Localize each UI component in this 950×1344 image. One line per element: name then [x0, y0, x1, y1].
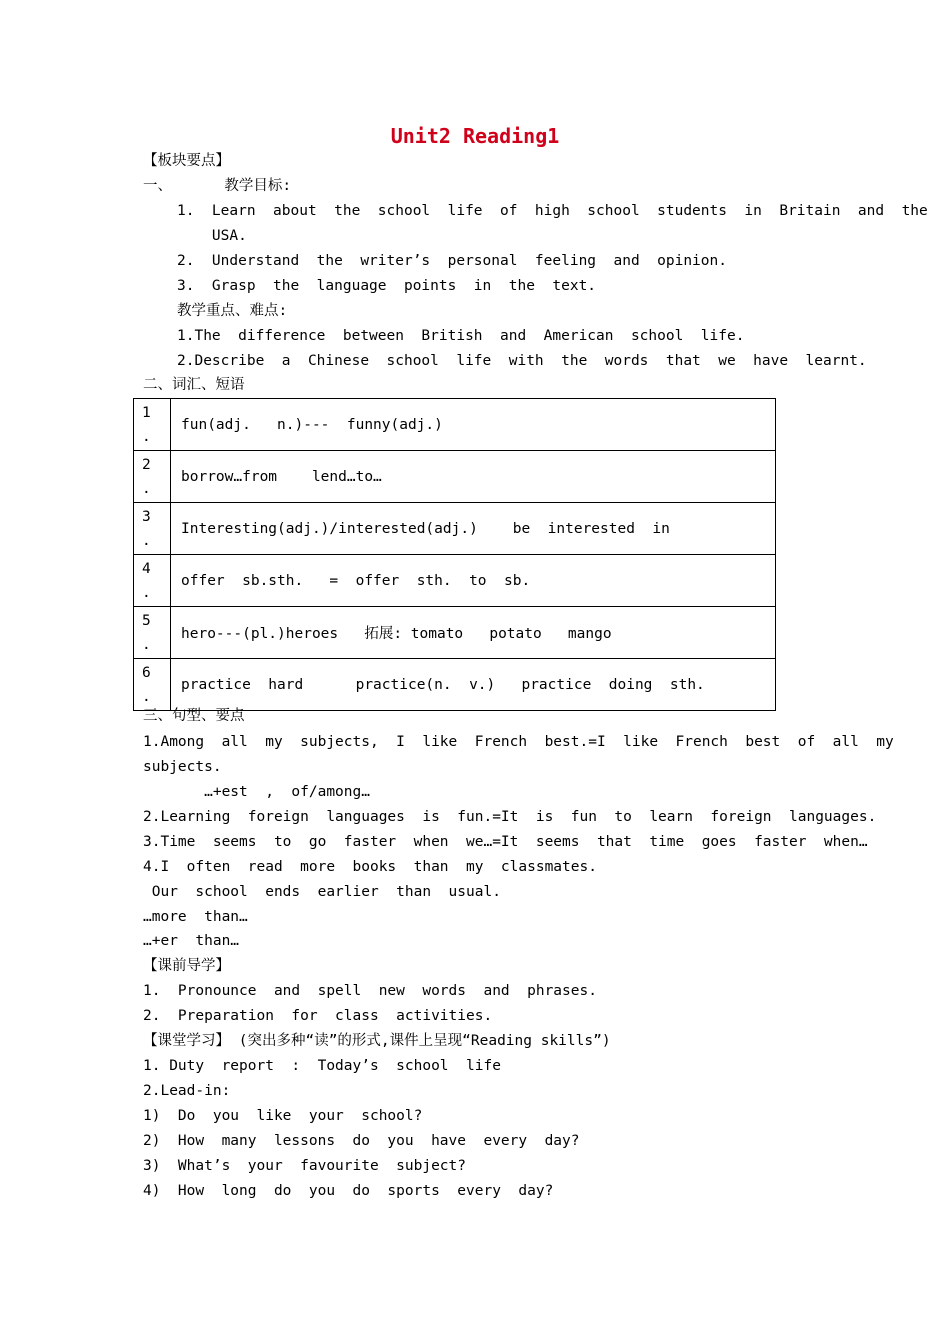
row-text: offer sb.sth. = offer sth. to sb.: [171, 555, 776, 607]
goal-item: USA.: [177, 228, 247, 244]
sentence-line: …+er than…: [143, 933, 240, 949]
goal-item: 2. Understand the writer’s personal feeling and opinion.: [177, 253, 727, 269]
focus-item: 2.Describe a Chinese school life with the words that we have learnt.: [177, 353, 867, 369]
table-row: [134, 451, 776, 503]
sentences-heading: 三、句型、要点: [143, 708, 245, 724]
table-row: [134, 555, 776, 607]
vocab-heading: 二、词汇、短语: [143, 377, 245, 393]
sentence-line: 2.Learning foreign languages is fun.=It is fun to learn foreign languages.: [143, 809, 877, 825]
sentence-line: 3.Time seems to go faster when we…=It seems that time goes faster when…: [143, 834, 868, 850]
prestudy-item: 1. Pronounce and spell new words and phrases.: [143, 983, 597, 999]
prestudy-item: 2. Preparation for class activities.: [143, 1008, 493, 1024]
row-text: Interesting(adj.)/interested(adj.) be interested in: [171, 503, 776, 555]
classroom-line: 1. Duty report : Today’s school life: [143, 1058, 501, 1074]
sentence-line: …+est , of/among…: [143, 784, 370, 800]
sentence-line: 1.Among all my subjects, I like French best.=I like French best of all my: [143, 734, 894, 750]
row-text: fun(adj. n.)--- funny(adj.): [171, 399, 776, 451]
classroom-line: 1) Do you like your school?: [143, 1108, 423, 1124]
section-keypoints-heading: 【板块要点】: [143, 153, 230, 169]
document-title: Unit2 Reading1: [390, 124, 560, 148]
goal-item: 1. Learn about the school life of high school students in Britain and the: [177, 203, 928, 219]
prestudy-heading: 【课前导学】: [143, 958, 230, 974]
table-row: [134, 399, 776, 451]
row-number: 5 .: [134, 607, 171, 659]
sentence-line: Our school ends earlier than usual.: [143, 884, 501, 900]
classroom-line: 3) What’s your favourite subject?: [143, 1158, 467, 1174]
classroom-line: 2.Lead-in:: [143, 1083, 231, 1099]
goals-heading: 一、 教学目标:: [143, 178, 292, 194]
row-text: borrow…from lend…to…: [171, 451, 776, 503]
classroom-line: 2) How many lessons do you have every day?: [143, 1133, 580, 1149]
row-number: 2 .: [134, 451, 171, 503]
row-number: 4 .: [134, 555, 171, 607]
vocab-table: [133, 398, 776, 711]
focus-item: 1.The difference between British and American school life.: [177, 328, 745, 344]
sentence-line: …more than…: [143, 909, 248, 925]
table-row: [134, 503, 776, 555]
row-number: 3 .: [134, 503, 171, 555]
classroom-heading: 【课堂学习】 (突出多种“读”的形式,课件上呈现“Reading skills”): [143, 1033, 611, 1049]
classroom-line: 4) How long do you do sports every day?: [143, 1183, 554, 1199]
row-text: practice hard practice(n. v.) practice doing sth.: [171, 659, 776, 711]
sentence-line: subjects.: [143, 759, 222, 775]
row-number: 6 .: [134, 659, 171, 711]
row-number: 1 .: [134, 399, 171, 451]
table-row: [134, 607, 776, 659]
row-text: hero---(pl.)heroes 拓展: tomato potato mango: [171, 607, 776, 659]
sentence-line: 4.I often read more books than my classmates.: [143, 859, 597, 875]
focus-heading: 教学重点、难点:: [177, 303, 288, 319]
table-row: [134, 659, 776, 711]
goal-item: 3. Grasp the language points in the text.: [177, 278, 597, 294]
